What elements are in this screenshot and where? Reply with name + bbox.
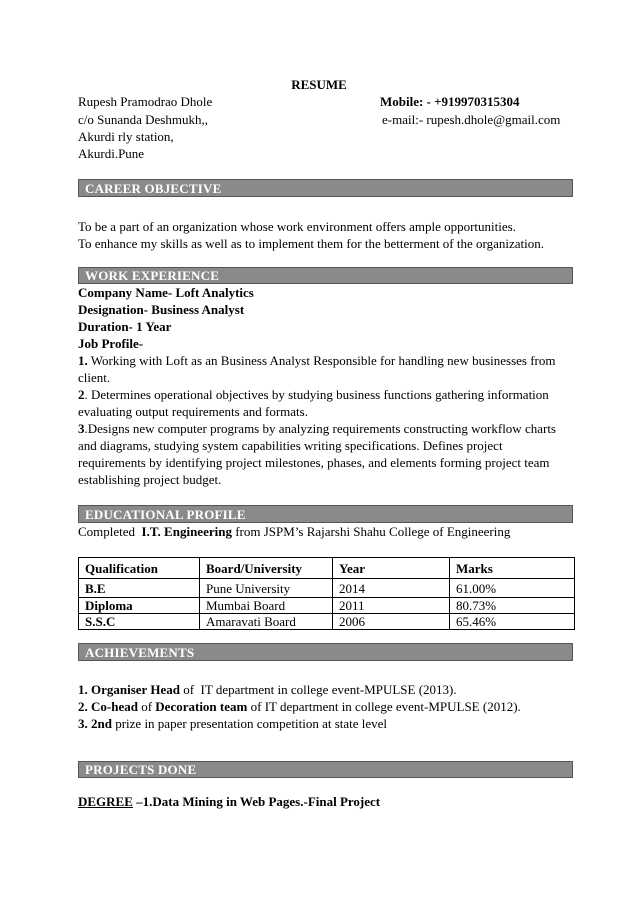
completed-suffix: from JSPM’s Rajarshi Shahu College of Engineering (231, 524, 511, 539)
achievement-rank: 2nd (91, 716, 112, 731)
table-row (79, 598, 575, 614)
educational-profile-heading-bar (78, 505, 573, 523)
education-table (78, 557, 575, 630)
achievement-text: of IT department in college event-MPULSE (2013). (179, 682, 457, 697)
achievement-team: Decoration team (155, 699, 248, 714)
table-cell: 61.00% (450, 579, 575, 598)
duration: Duration- 1 Year (78, 319, 172, 334)
table-cell: 65.46% (450, 614, 575, 630)
section-heading: CAREER OBJECTIVE (85, 181, 222, 196)
achievement-connector: of (137, 699, 156, 714)
career-objective-heading-bar (78, 179, 573, 197)
page-title: RESUME (291, 77, 347, 92)
achievements-heading-bar (78, 643, 573, 661)
column-header: Year (333, 558, 450, 579)
project-title: –1.Data Mining in Web Pages.-Final Project (132, 794, 381, 809)
project-entry (78, 794, 380, 810)
completed-prefix: Completed (78, 524, 142, 539)
table-cell: Mumbai Board (200, 598, 333, 614)
item-number: 1. (78, 353, 88, 368)
item-number: 2 (78, 387, 85, 402)
table-cell: S.S.C (79, 614, 200, 630)
table-cell: B.E (79, 579, 200, 598)
table-cell: Diploma (79, 598, 200, 614)
email-address[interactable]: e-mail:- rupesh.dhole@gmail.com (382, 112, 561, 127)
table-cell: 2006 (333, 614, 450, 630)
address-line-3: Akurdi.Pune (78, 146, 145, 161)
item-number: 1. (78, 682, 91, 697)
education-summary (78, 524, 510, 540)
achievement-text: of IT department in college event-MPULSE (2012). (247, 699, 521, 714)
item-text: .Designs new computer programs by analyzing requirements constructing workflow charts and diagrams, studying system capabilities writing specifications. Defines project requirements by identifying project milestones, phases, and elements forming project team establishing project budget. (78, 421, 556, 487)
section-heading: WORK EXPERIENCE (85, 268, 220, 283)
achievement-item-2 (78, 699, 521, 715)
projects-done-heading-bar (78, 761, 573, 778)
table-row (79, 579, 575, 598)
address-line-1: c/o Sunanda Deshmukh,, (78, 112, 208, 127)
achievement-role: Co-head (91, 699, 138, 714)
section-heading: EDUCATIONAL PROFILE (85, 507, 246, 522)
table-cell: Amaravati Board (200, 614, 333, 630)
column-header: Board/University (200, 558, 333, 579)
achievement-role: Organiser Head (91, 682, 180, 697)
column-header: Marks (450, 558, 575, 579)
degree-label: DEGREE (78, 794, 133, 809)
objective-line-2: To enhance my skills as well as to implement them for the betterment of the organization. (78, 236, 545, 251)
table-cell: Pune University (200, 579, 333, 598)
job-profile-label: Job Profile- (78, 336, 144, 351)
achievement-text: prize in paper presentation competition at state level (111, 716, 388, 731)
table-header-row (79, 558, 575, 579)
item-number: 3 (78, 421, 85, 436)
job-profile-item-3 (78, 420, 568, 488)
section-heading: PROJECTS DONE (85, 762, 197, 777)
table-row (79, 614, 575, 630)
work-experience-heading-bar (78, 267, 573, 284)
objective-line-1: To be a part of an organization whose work environment offers ample opportunities. (78, 219, 516, 234)
item-number: 2. (78, 699, 91, 714)
address-line-2: Akurdi rly station, (78, 129, 174, 144)
section-heading: ACHIEVEMENTS (85, 645, 195, 660)
achievement-item-1 (78, 682, 457, 698)
table-cell: 2011 (333, 598, 450, 614)
item-number: 3. (78, 716, 91, 731)
achievement-item-3 (78, 716, 387, 732)
column-header: Qualification (79, 558, 200, 579)
degree-name: I.T. Engineering (141, 524, 232, 539)
item-text: Working with Loft as an Business Analyst Responsible for handling new businesses from client. (78, 353, 556, 385)
company-name: Company Name- Loft Analytics (78, 285, 254, 300)
table-cell: 80.73% (450, 598, 575, 614)
candidate-name: Rupesh Pramodrao Dhole (78, 94, 213, 109)
designation: Designation- Business Analyst (78, 302, 245, 317)
mobile-number: Mobile: - +919970315304 (380, 94, 520, 109)
table-cell: 2014 (333, 579, 450, 598)
item-text: . Determines operational objectives by studying business functions gathering information evaluating output requirements and formats. (78, 387, 549, 419)
job-profile-item-2 (78, 386, 568, 420)
job-profile-item-1 (78, 352, 568, 386)
